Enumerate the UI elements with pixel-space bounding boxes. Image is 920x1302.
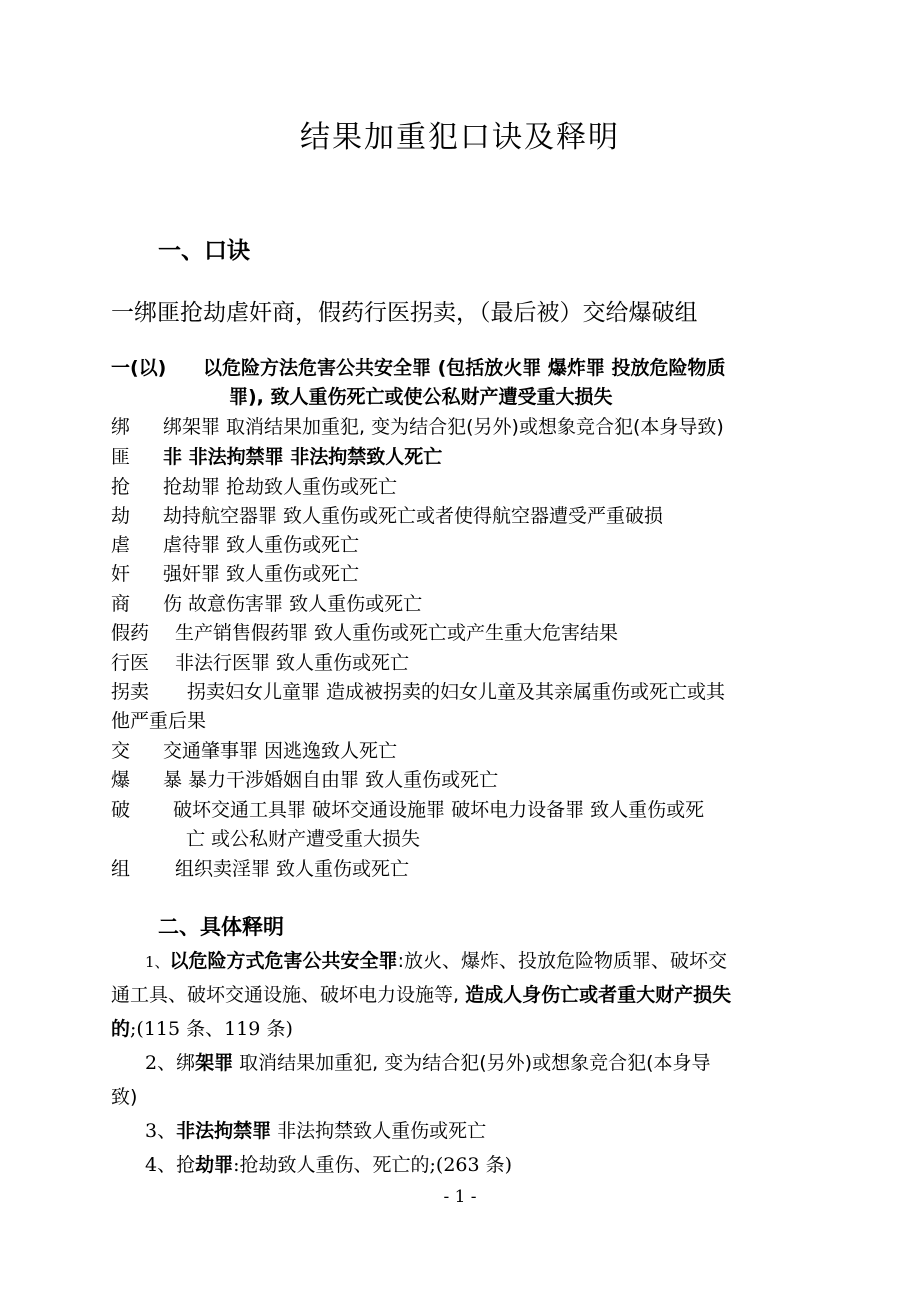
row-text: 拐卖妇女儿童罪 造成被拐卖的妇女儿童及其亲属重伤或死亡或其: [187, 681, 726, 703]
paragraph-text: ;(115 条、119 条): [130, 1018, 293, 1040]
row-key: 绑: [111, 416, 131, 438]
section-heading-mnemonic: 一、口诀: [158, 238, 250, 264]
paragraph-line: [111, 1080, 137, 1114]
paragraph-text: 抢: [176, 1154, 196, 1176]
paragraph-bold: 架罪: [195, 1052, 234, 1074]
row-text-cont: 亡 或公私财产遭受重大损失: [186, 828, 421, 850]
row-key: 组: [111, 858, 131, 880]
row-text: 绑架罪 取消结果加重犯, 变为结合犯(另外)或想象竞合犯(本身导致): [163, 416, 724, 438]
paragraph-line: [145, 1148, 512, 1182]
row-text: 非法行医罪 致人重伤或死亡: [175, 652, 410, 674]
paragraph-number: 1、: [145, 953, 170, 971]
row-key: 假药: [111, 622, 150, 644]
row-text: 以危险方法危害公共安全罪 (包括放火罪 爆炸罪 投放危险物质: [203, 357, 726, 379]
paragraph-text: 通工具、破坏交通设施、破坏电力设施等,: [111, 984, 466, 1006]
row-text: 组织卖淫罪 致人重伤或死亡: [175, 858, 410, 880]
page-title: 结果加重犯口诀及释明: [300, 120, 620, 155]
row-key: 抢: [111, 476, 131, 498]
row-key: 商: [111, 593, 131, 615]
paragraph-line: [145, 1114, 486, 1148]
paragraph-text: 致): [111, 1086, 138, 1108]
paragraph-bold: 以危险方式危害公共安全罪: [169, 950, 398, 972]
mnemonic-line: 一绑匪抢劫虐奸商，假药行医拐卖，（最后被）交给爆破组: [111, 300, 698, 326]
row-text: 交通肇事罪 因逃逸致人死亡: [163, 740, 398, 762]
row-text: 抢劫罪 抢劫致人重伤或死亡: [163, 476, 398, 498]
row-key: 交: [111, 740, 131, 762]
paragraph-line: [111, 1012, 293, 1046]
paragraph-number: 4、: [145, 1154, 177, 1176]
row-text: 强奸罪 致人重伤或死亡: [163, 563, 360, 585]
row-key: 匪: [111, 446, 131, 468]
paragraph-bold: 劫罪: [195, 1154, 234, 1176]
paragraph-line: [111, 978, 731, 1012]
paragraph-line: [145, 1046, 710, 1080]
row-text-cont: 罪), 致人重伤死亡或使公私财产遭受重大损失: [229, 386, 613, 408]
paragraph-text: :抢劫致人重伤、死亡的;(263 条): [233, 1154, 513, 1176]
row-text: 非 非法拘禁罪 非法拘禁致人死亡: [163, 446, 443, 468]
paragraph-number: 2、: [145, 1052, 177, 1074]
paragraph-text: :放火、爆炸、投放危险物质罪、破坏交: [397, 950, 727, 972]
row-text: 伤 故意伤害罪 致人重伤或死亡: [163, 593, 423, 615]
row-key: 行医: [111, 652, 150, 674]
paragraph-bold: 造成人身伤亡或者重大财产损失: [465, 984, 732, 1006]
row-key: 破: [111, 799, 131, 821]
paragraph-line: [145, 944, 727, 979]
section-heading-explanation: 二、具体释明: [158, 915, 284, 939]
paragraph-bold: 非法拘禁罪: [176, 1120, 272, 1142]
row-text: 生产销售假药罪 致人重伤或死亡或产生重大危害结果: [175, 622, 619, 644]
row-key: 奸: [111, 563, 131, 585]
row-key: 劫: [111, 505, 131, 527]
page-number: - 1 -: [443, 1187, 477, 1207]
paragraph-bold: 的: [111, 1018, 131, 1040]
paragraph-text: 取消结果加重犯, 变为结合犯(另外)或想象竞合犯(本身导: [233, 1052, 711, 1074]
row-text-cont: 他严重后果: [111, 710, 207, 732]
paragraph-text: 非法拘禁致人重伤或死亡: [271, 1120, 487, 1142]
row-text: 虐待罪 致人重伤或死亡: [163, 534, 360, 556]
paragraph-text: 绑: [176, 1052, 196, 1074]
row-text: 破坏交通工具罪 破坏交通设施罪 破坏电力设备罪 致人重伤或死: [173, 799, 705, 821]
row-key: 一(以): [111, 357, 167, 379]
row-key: 拐卖: [111, 681, 150, 703]
paragraph-number: 3、: [145, 1120, 177, 1142]
row-key: 爆: [111, 769, 131, 791]
row-text: 暴 暴力干涉婚姻自由罪 致人重伤或死亡: [163, 769, 499, 791]
row-key: 虐: [111, 534, 131, 556]
row-text: 劫持航空器罪 致人重伤或死亡或者使得航空器遭受严重破损: [163, 505, 664, 527]
